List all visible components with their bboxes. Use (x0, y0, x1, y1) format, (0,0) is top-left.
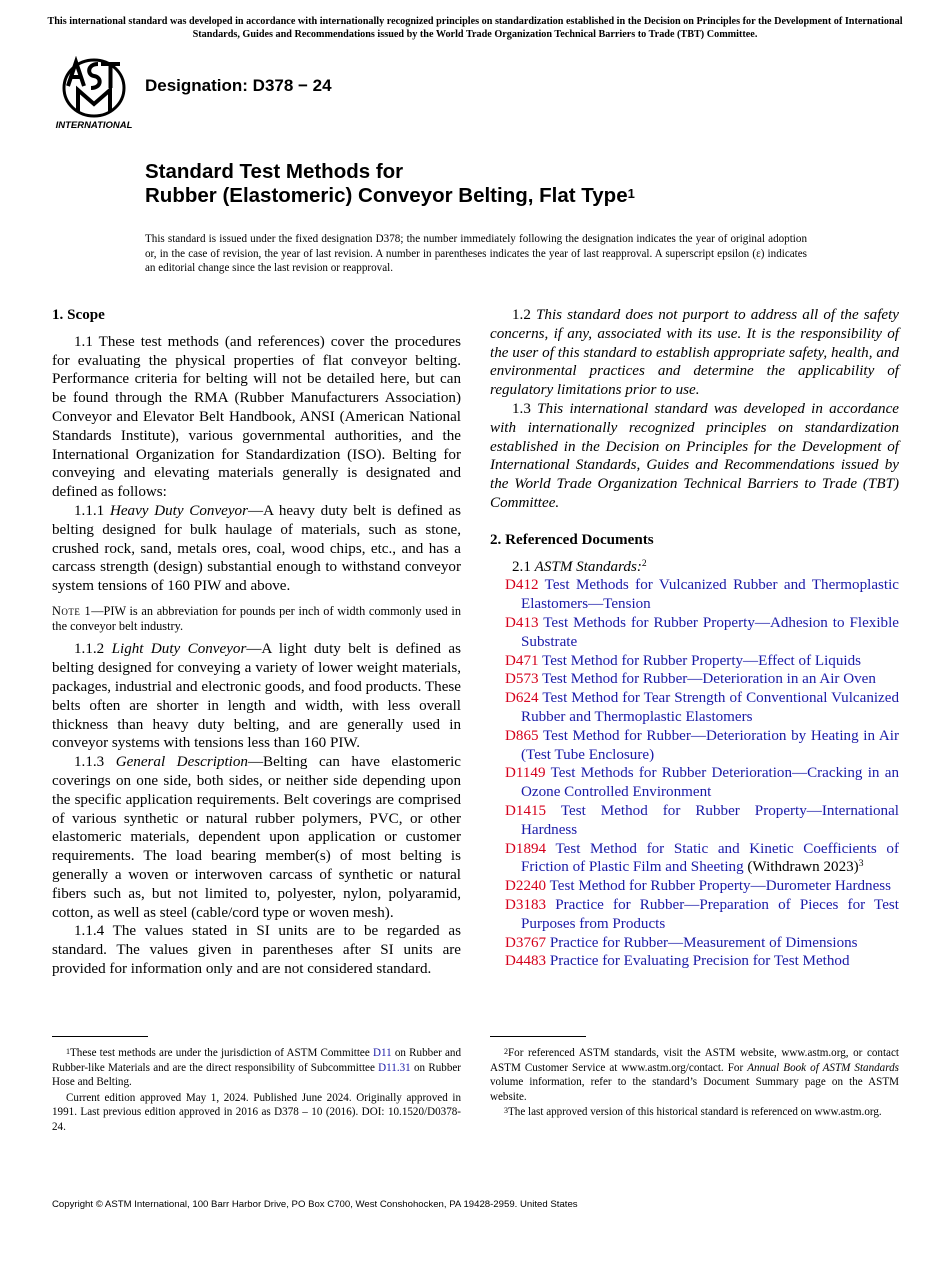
para-1-3 (490, 400, 899, 513)
footnote-mark[interactable]: 2 (641, 558, 647, 569)
footnote-text: The last approved version of this historical standard is referenced on www.astm.org. (508, 1106, 882, 1119)
ref-title[interactable]: Test Method for Rubber—Deterioration in an Air Oven (542, 671, 876, 688)
footnote-divider (490, 1036, 586, 1037)
ref-code[interactable]: D3183 (505, 896, 547, 913)
ref-code[interactable]: D1149 (505, 765, 546, 782)
footnotes-right (490, 1046, 899, 1121)
para-1-1-2 (52, 640, 461, 753)
ref-code[interactable]: D412 (505, 577, 539, 594)
term: Heavy Duty Conveyor (109, 502, 248, 519)
ref-code[interactable]: D1894 (505, 840, 547, 857)
ref-item[interactable] (490, 764, 899, 802)
title-line-1: Standard Test Methods for (145, 160, 404, 183)
para-number: 1.2 (512, 307, 531, 323)
committee-link[interactable]: D11 (372, 1047, 392, 1059)
ref-item[interactable] (490, 576, 899, 614)
logo-text: INTERNATIONAL (55, 120, 133, 131)
astm-standards-label: ASTM Standards: (534, 558, 642, 575)
footnote-mark[interactable]: 3 (858, 859, 864, 870)
ref-title[interactable]: Test Method for Rubber Property—Effect of Liquids (542, 652, 861, 669)
ref-title[interactable]: Test Method for Tear Strength of Conventional Vulcanized Rubber and Thermoplastic Elastomers (521, 690, 899, 725)
subcommittee-link[interactable]: D11.31 (378, 1061, 411, 1074)
term: Light Duty Conveyor (111, 641, 247, 658)
footnote-2 (490, 1046, 899, 1104)
para-number: 1.3 (512, 400, 531, 417)
ref-item[interactable] (490, 614, 899, 652)
title-footnote-mark[interactable]: 1 (627, 186, 635, 201)
para-2-1 (490, 558, 899, 577)
ref-title[interactable]: Test Method for Rubber Property—International Hardness (521, 802, 899, 838)
note-1 (52, 604, 461, 634)
title-line-2-text: Rubber (Elastomeric) Conveyor Belting, Flat Type (145, 184, 628, 207)
footnote-divider (52, 1036, 148, 1037)
ref-item[interactable] (490, 840, 899, 878)
ref-suffix: (Withdrawn 2023) (743, 859, 859, 876)
left-column (52, 306, 461, 979)
designation: Designation: D378 − 24 (145, 76, 332, 95)
ref-item[interactable] (490, 934, 899, 953)
note-text: —PIW is an abbreviation for pounds per inch of width commonly used in the conveyor belt industry. (52, 603, 461, 634)
footnote-number: 1 (66, 1047, 70, 1056)
ref-code[interactable]: D471 (505, 652, 539, 669)
referenced-documents-list (490, 576, 899, 971)
edition-note: Current edition approved May 1, 2024. Published June 2024. Originally approved in 1991. Last previous edition approved in 2016 as D378 – 10 (2016). DOI: 10.1520/D0378-24. (52, 1091, 461, 1133)
ref-title[interactable]: Test Methods for Rubber Deterioration—Cracking in an Ozone Controlled Environment (521, 765, 899, 801)
ref-code[interactable]: D1415 (505, 802, 547, 819)
para-number: 2.1 (512, 558, 531, 575)
ref-item[interactable] (490, 952, 899, 971)
ref-item[interactable] (490, 689, 899, 727)
ref-title[interactable]: Practice for Rubber—Measurement of Dimensions (549, 934, 858, 951)
title-line-2 (145, 184, 845, 208)
ref-code[interactable]: D865 (505, 727, 539, 744)
ref-title[interactable]: Test Method for Static and Kinetic Coefficients of Friction of Plastic Film and Sheeting (521, 840, 899, 876)
ref-code[interactable]: D4483 (505, 953, 547, 970)
ref-title[interactable]: Practice for Rubber—Preparation of Pieces for Test Purposes from Products (521, 896, 899, 932)
note-label: Note 1 (52, 603, 92, 618)
ref-title[interactable]: Test Method for Rubber Property—Durometer Hardness (549, 878, 892, 895)
footnote-number: 2 (504, 1047, 508, 1056)
footnote-text: These test methods are under the jurisdiction of ASTM Committee (70, 1047, 373, 1059)
astm-logo-icon (54, 56, 134, 132)
footnote-text: volume information, refer to the standard’s Document Summary page on the ASTM website. (490, 1076, 899, 1103)
footnote-3 (490, 1105, 899, 1120)
ref-item[interactable] (490, 877, 899, 896)
ref-code[interactable]: D624 (505, 690, 539, 707)
footnotes-left (52, 1046, 461, 1136)
footnote-italic: Annual Book of ASTM Standards (747, 1061, 899, 1074)
para-text: This standard does not purport to address all of the safety concerns, if any, associated with its use. It is the responsibility of the user of this standard to establish appropriate safety, health, and environmental practices and determine the applicability of regulatory limitations prior to use. (490, 307, 899, 399)
ref-item[interactable] (490, 896, 899, 934)
para-number: 1.1.3 (74, 754, 105, 771)
referenced-documents-heading: 2. Referenced Documents (490, 531, 654, 548)
ref-code[interactable]: D2240 (505, 878, 547, 895)
para-1-1-1 (52, 502, 461, 596)
issuance-statement: This standard is issued under the fixed designation D378; the number immediately following the designation indicates the year of original adoption or, in the case of revision, the year of last revision. A number in parentheses indicates the year of last reapproval. A superscript epsilon (ε) indicates an editorial change since the last revision or reapproval. (145, 233, 807, 275)
para-text: —Belting can have elastomeric coverings on one side, both sides, or neither side depending upon the specific application requirements. Belt coverings are comprised of various synthetic or natural rubber polymers, PVC, or other elastomeric materials, dependent upon application or customer requirements. The load bearing member(s) of most belting is generally a woven or interwoven carcass of synthetic or natural fibers such as, but not limited to, polyester, nylon, polyaramid, cotton, as well as steel (cable/cord type or woven mesh). (52, 754, 461, 921)
ref-code[interactable]: D413 (505, 614, 539, 631)
para-number: 1.1.1 (74, 502, 105, 519)
document-title (145, 160, 845, 208)
para-1-1-4: 1.1.4 The values stated in SI units are to be regarded as standard. The values given in parentheses after SI units are provided for information only and are not considered standard. (52, 923, 461, 977)
footnote-text: on Rubber Hose and Belting. (52, 1061, 461, 1089)
ref-title[interactable]: Test Method for Rubber—Deterioration by Heating in Air (Test Tube Enclosure) (521, 727, 899, 763)
ref-code[interactable]: D573 (505, 671, 539, 688)
para-text: —A light duty belt is defined as belting designed for conveying a variety of lower weight materials, packages, industrial and electronic goods, and food products. These belts often are shorter in length and width, with less overall thickness than heavy duty belting, and are generally used in conveyor systems with tensions less than 160 PIW. (52, 641, 461, 752)
right-column (490, 306, 899, 971)
ref-code[interactable]: D3767 (505, 934, 547, 951)
ref-title[interactable]: Test Methods for Rubber Property—Adhesion to Flexible Substrate (521, 614, 899, 650)
para-1-1: 1.1 These test methods (and references) cover the procedures for evaluating the physical properties of flat conveyor belting. Performance criteria for belting will not be detailed here, but can be found through the RMA (Rubber Manufacturers Association) Conveyor and Elevator Belt Handbook, ANSI (American National Standards Institute), various governmental authorities, and the International Organization for Standardization (ISO). Belting for conveying and elevating materials generally is designated and defined as follows: (52, 333, 461, 501)
para-text: This international standard was developed in accordance with internationally recognized principles on standardization established in the Decision on Principles for the Development of International Standards, Guides and Recommendations issued by the World Trade Organization Technical Barriers to Trade (TBT) Committee. (490, 400, 899, 511)
para-text: —A heavy duty belt is defined as belting designed for bulk haulage of materials, such as stone, crushed rock, sand, metals ores, coal, wood chips, etc., and has a carcass strength (design) substantial enough to withstand conveyor system tensions of 160 PIW and above. (52, 502, 461, 595)
footnote-number: 3 (504, 1106, 508, 1116)
ref-item[interactable] (490, 652, 899, 671)
footnote-text: For referenced ASTM standards, visit the ASTM website, www.astm.org, or contact ASTM Customer Service at www.astm.org/contact. For (490, 1047, 899, 1074)
footnote-1 (52, 1046, 461, 1090)
top-notice: This international standard was developed in accordance with internationally recognized principles on standardization established in the Decision on Principles for the Development of International Standards, Guides and Recommendations issued by the World Trade Organization Technical Barriers to Trade (TBT) Committee. (47, 16, 903, 40)
term: General Description (115, 754, 248, 771)
ref-item[interactable] (490, 670, 899, 689)
copyright-notice: Copyright © ASTM International, 100 Barr Harbor Drive, PO Box C700, West Conshohocken, PA 19428-2959. United States (52, 1199, 578, 1210)
ref-item[interactable] (490, 727, 899, 765)
para-1-1-3 (52, 753, 461, 922)
footnote-text: on Rubber and Rubber-like Materials and are the direct responsibility of Subcommittee (52, 1047, 462, 1074)
ref-title[interactable]: Test Methods for Vulcanized Rubber and Thermoplastic Elastomers—Tension (521, 577, 899, 613)
para-number: 1.1.2 (74, 641, 105, 658)
ref-title[interactable]: Practice for Evaluating Precision for Test Method (549, 953, 850, 970)
ref-item[interactable] (490, 802, 899, 840)
para-1-2 (490, 306, 899, 400)
scope-heading: 1. Scope (52, 307, 105, 323)
